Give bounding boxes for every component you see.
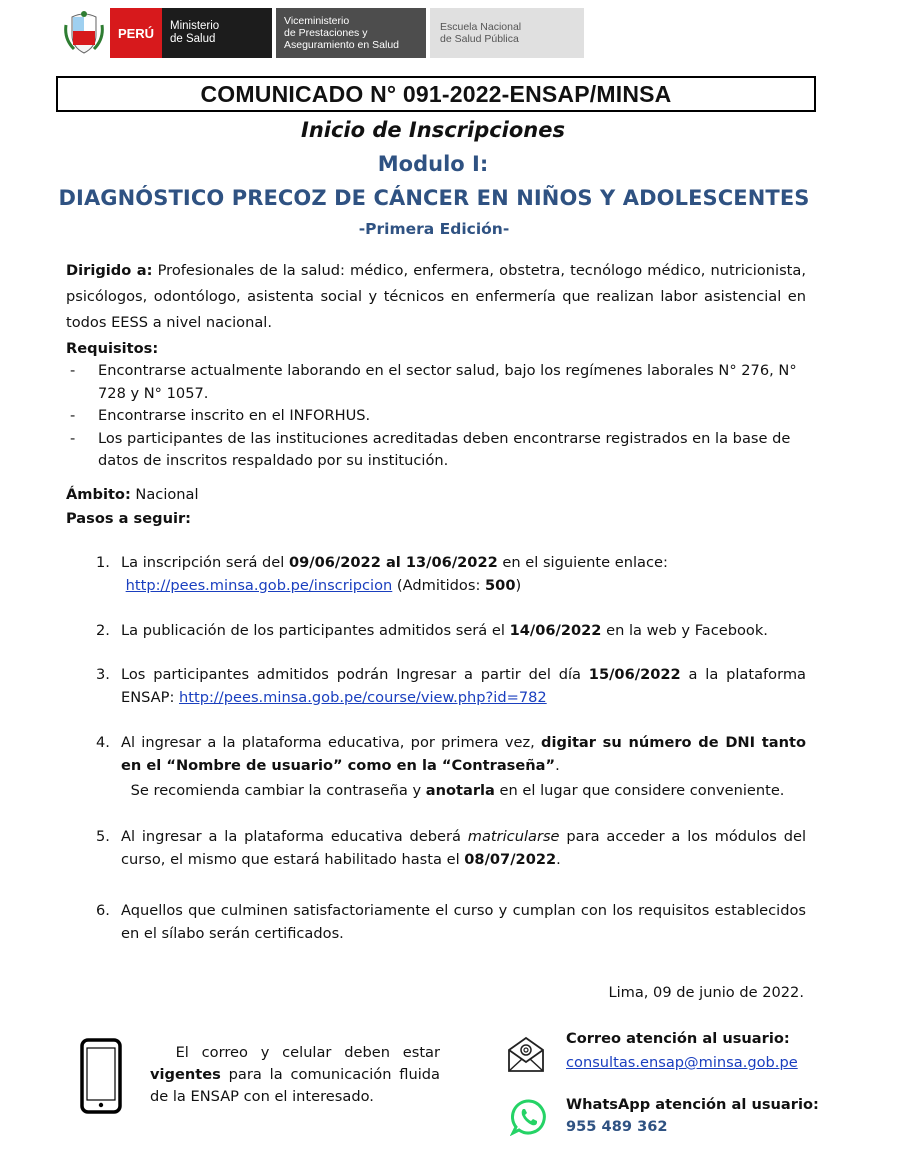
course-link[interactable]: http://pees.minsa.gob.pe/course/view.php?id=782 [179, 688, 547, 706]
coat-of-arms-icon [58, 8, 110, 58]
step-4: 4. Al ingresar a la plataforma educativa, por primera vez, digitar su número de DNI tanto en el “Nombre de usuario” como en la “Contraseña”. [96, 734, 806, 774]
step-4-note: Se recomienda cambiar la contraseña y anotarla en el lugar que considere conveniente. [130, 782, 785, 799]
correo-label: Correo atención al usuario: [566, 1030, 790, 1047]
modulo-heading: Modulo I: [377, 152, 489, 176]
step-6: 6. Aquellos que culminen satisfactoriamente el curso y cumplan con los requisitos establecidos en el sílabo serán certificados. [96, 902, 806, 942]
step-1: 1. La inscripción será del 09/06/2022 al 13/06/2022 en el siguiente enlace: http://pees.minsa.gob.pe/inscripcion (Admitidos: 500) [96, 554, 668, 594]
dirigido-paragraph [66, 258, 806, 336]
dirigido-text: Profesionales de la salud: médico, enfermera, obstetra, tecnólogo médico, nutricionista, psicólogos, odontólogo, asistenta social y técnicos en enfermería que realizan labor asistencial en todos EESS a nivel nacional. [66, 262, 806, 331]
header-logos [58, 8, 584, 58]
date-line: Lima, 09 de junio de 2022. [608, 984, 804, 1001]
dirigido-label: Dirigido a: [66, 262, 153, 279]
whatsapp-label: WhatsApp atención al usuario: [566, 1096, 819, 1113]
phone-icon [80, 1038, 122, 1119]
footer-note: El correo y celular deben estar vigentes para la comunicación fluida de la ENSAP con el interesado. [150, 1044, 440, 1105]
escuela-label: Escuela Nacional de Salud Pública [430, 8, 584, 58]
list-item: - Encontrarse inscrito en el INFORHUS. [70, 407, 371, 424]
requisitos-list [66, 360, 806, 473]
list-item: - Los participantes de las instituciones acreditadas deben encontrarse registrados en la base de datos de inscritos respaldado por su institución. [70, 429, 791, 469]
inscripcion-link[interactable]: http://pees.minsa.gob.pe/inscripcion [125, 576, 393, 594]
peru-label: PERÚ [110, 8, 162, 58]
pasos-heading: Pasos a seguir: [66, 510, 192, 527]
course-title: DIAGNÓSTICO PRECOZ DE CÁNCER EN NIÑOS Y ADOLESCENTES [58, 186, 810, 210]
ministerio-label: Ministerio de Salud [162, 8, 272, 58]
step-5: 5. Al ingresar a la plataforma educativa deberá matricularse para acceder a los módulos del curso, el mismo que estará habilitado hasta el 08/07/2022. [96, 828, 807, 868]
page-title: COMUNICADO N° 091-2022-ENSAP/MINSA [56, 76, 816, 112]
step-2: 2. La publicación de los participantes admitidos será el 14/06/2022 en la web y Facebook. [96, 622, 768, 639]
email-icon [506, 1034, 546, 1079]
list-item: - Encontrarse actualmente laborando en el sector salud, bajo los regímenes laborales N° 276, N° 728 y N° 1057. [70, 362, 797, 402]
requisitos-heading: Requisitos: [66, 340, 159, 357]
viceministerio-label: Viceministerio de Prestaciones y Aseguramiento en Salud [276, 8, 426, 58]
email-link[interactable]: consultas.ensap@minsa.gob.pe [566, 1054, 798, 1071]
edition-label: -Primera Edición- [358, 220, 510, 238]
ambito-line: Ámbito: Nacional [66, 486, 199, 503]
subtitle: Inicio de Inscripciones [301, 118, 565, 142]
whatsapp-number[interactable]: 955 489 362 [566, 1118, 668, 1135]
step-3: 3. Los participantes admitidos podrán Ingresar a partir del día 15/06/2022 a la plataforma ENSAP: http://pees.minsa.gob.pe/course/view.php?id=782 [96, 666, 806, 706]
whatsapp-icon [510, 1098, 548, 1141]
